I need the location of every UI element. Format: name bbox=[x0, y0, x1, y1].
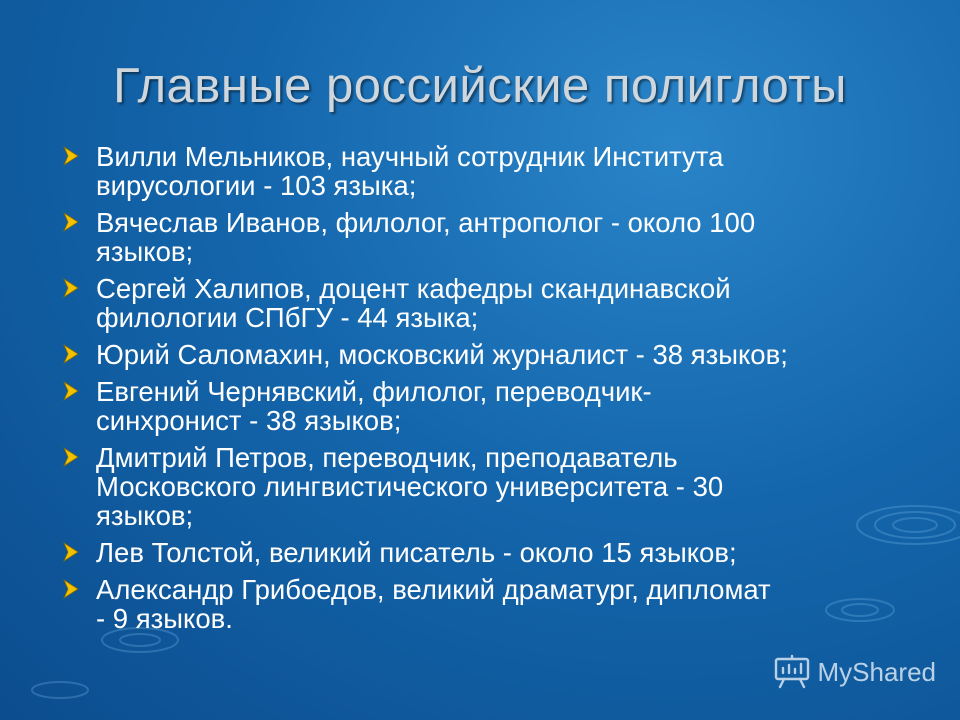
arrowhead-bullet-icon bbox=[60, 577, 82, 601]
list-item-line: Юрий Саломахин, московский журналист - 38 языков; bbox=[96, 339, 788, 370]
list-item-line: - 9 языков. bbox=[96, 603, 233, 634]
arrowhead-bullet-icon bbox=[60, 445, 82, 469]
presentation-board-icon bbox=[772, 654, 812, 690]
arrowhead-bullet-icon bbox=[60, 210, 82, 234]
list-item bbox=[56, 340, 926, 369]
list-item-line: синхронист - 38 языков; bbox=[96, 405, 402, 436]
arrowhead-bullet-icon bbox=[60, 144, 82, 168]
arrowhead-bullet-icon bbox=[60, 379, 82, 403]
list-item-line: Дмитрий Петров, переводчик, преподаватель bbox=[96, 442, 678, 473]
list-item bbox=[56, 142, 926, 200]
list-item bbox=[56, 443, 926, 530]
list-item bbox=[56, 208, 926, 266]
list-item-line: Вилли Мельников, научный сотрудник Института bbox=[96, 141, 724, 172]
arrowhead-bullet-icon bbox=[60, 276, 82, 300]
list-item-line: Сергей Халипов, доцент кафедры скандинавской bbox=[96, 273, 731, 304]
list-item-line: филологии СПбГУ - 44 языка; bbox=[96, 302, 479, 333]
list-item-line: вирусологии - 103 языка; bbox=[96, 170, 417, 201]
list-item bbox=[56, 538, 926, 567]
slide-title: Главные российские полиглоты bbox=[113, 59, 847, 113]
list-item bbox=[56, 377, 926, 435]
arrowhead-bullet-icon bbox=[60, 540, 82, 564]
myshared-watermark[interactable] bbox=[772, 652, 937, 692]
list-item bbox=[56, 274, 926, 332]
watermark-text: MyShared bbox=[817, 656, 936, 687]
list-item-line: Московского лингвистического университета - 30 bbox=[96, 471, 724, 502]
list-item-line: Лев Толстой, великий писатель - около 15 языков; bbox=[96, 537, 737, 568]
list-item-line: Евгений Чернявский, филолог, переводчик- bbox=[96, 376, 652, 407]
polyglot-list bbox=[56, 142, 926, 641]
list-item-line: языков; bbox=[96, 236, 194, 267]
list-item-line: Вячеслав Иванов, филолог, антрополог - около 100 bbox=[96, 207, 756, 238]
list-item-line: Александр Грибоедов, великий драматург, дипломат bbox=[96, 574, 771, 605]
list-item bbox=[56, 575, 926, 633]
arrowhead-bullet-icon bbox=[60, 342, 82, 366]
list-item-line: языков; bbox=[96, 500, 194, 531]
